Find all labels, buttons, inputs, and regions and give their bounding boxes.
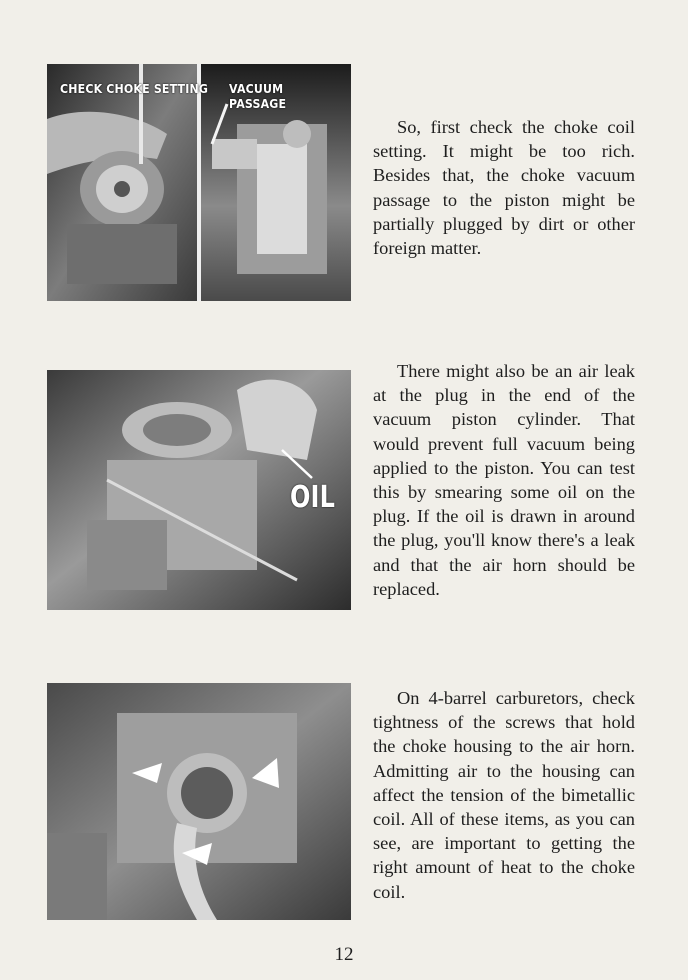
figure-choke-setting <box>47 64 351 301</box>
figure-four-barrel <box>47 683 351 920</box>
paragraph-air-leak: There might also be an air leak at the plug in the end of the vacuum piston cylinder. That would prevent full vacuum being applied to the piston. You can test this by smearing some oil on the plug. If the oil is drawn in around the plug, you'll know there's a leak and that the air horn should be replaced. <box>373 361 635 599</box>
caption-oil: OIL <box>290 480 336 515</box>
paragraph-choke-coil: So, first check the choke coil setting. It might be too rich. Besides that, the choke vacuum passage to the piston might be partially plugged by dirt or other foreign matter. <box>373 117 635 259</box>
caption-check-choke-setting: CHECK CHOKE SETTING <box>60 81 209 96</box>
page-number: 12 <box>334 944 354 965</box>
four-barrel-carburetor-photo-icon <box>47 683 351 920</box>
paragraph-four-barrel: On 4-barrel carburetors, check tightness of the screws that hold the choke housing to the air horn. Admitting air to the housing can affect the tension of the bimetallic coil. All of these items, as you can see, are important to getting the right amount of heat to the choke coil. <box>373 688 635 902</box>
caption-vacuum-passage: VACUUM PASSAGE <box>229 81 287 111</box>
figure-oil-test <box>47 370 351 610</box>
